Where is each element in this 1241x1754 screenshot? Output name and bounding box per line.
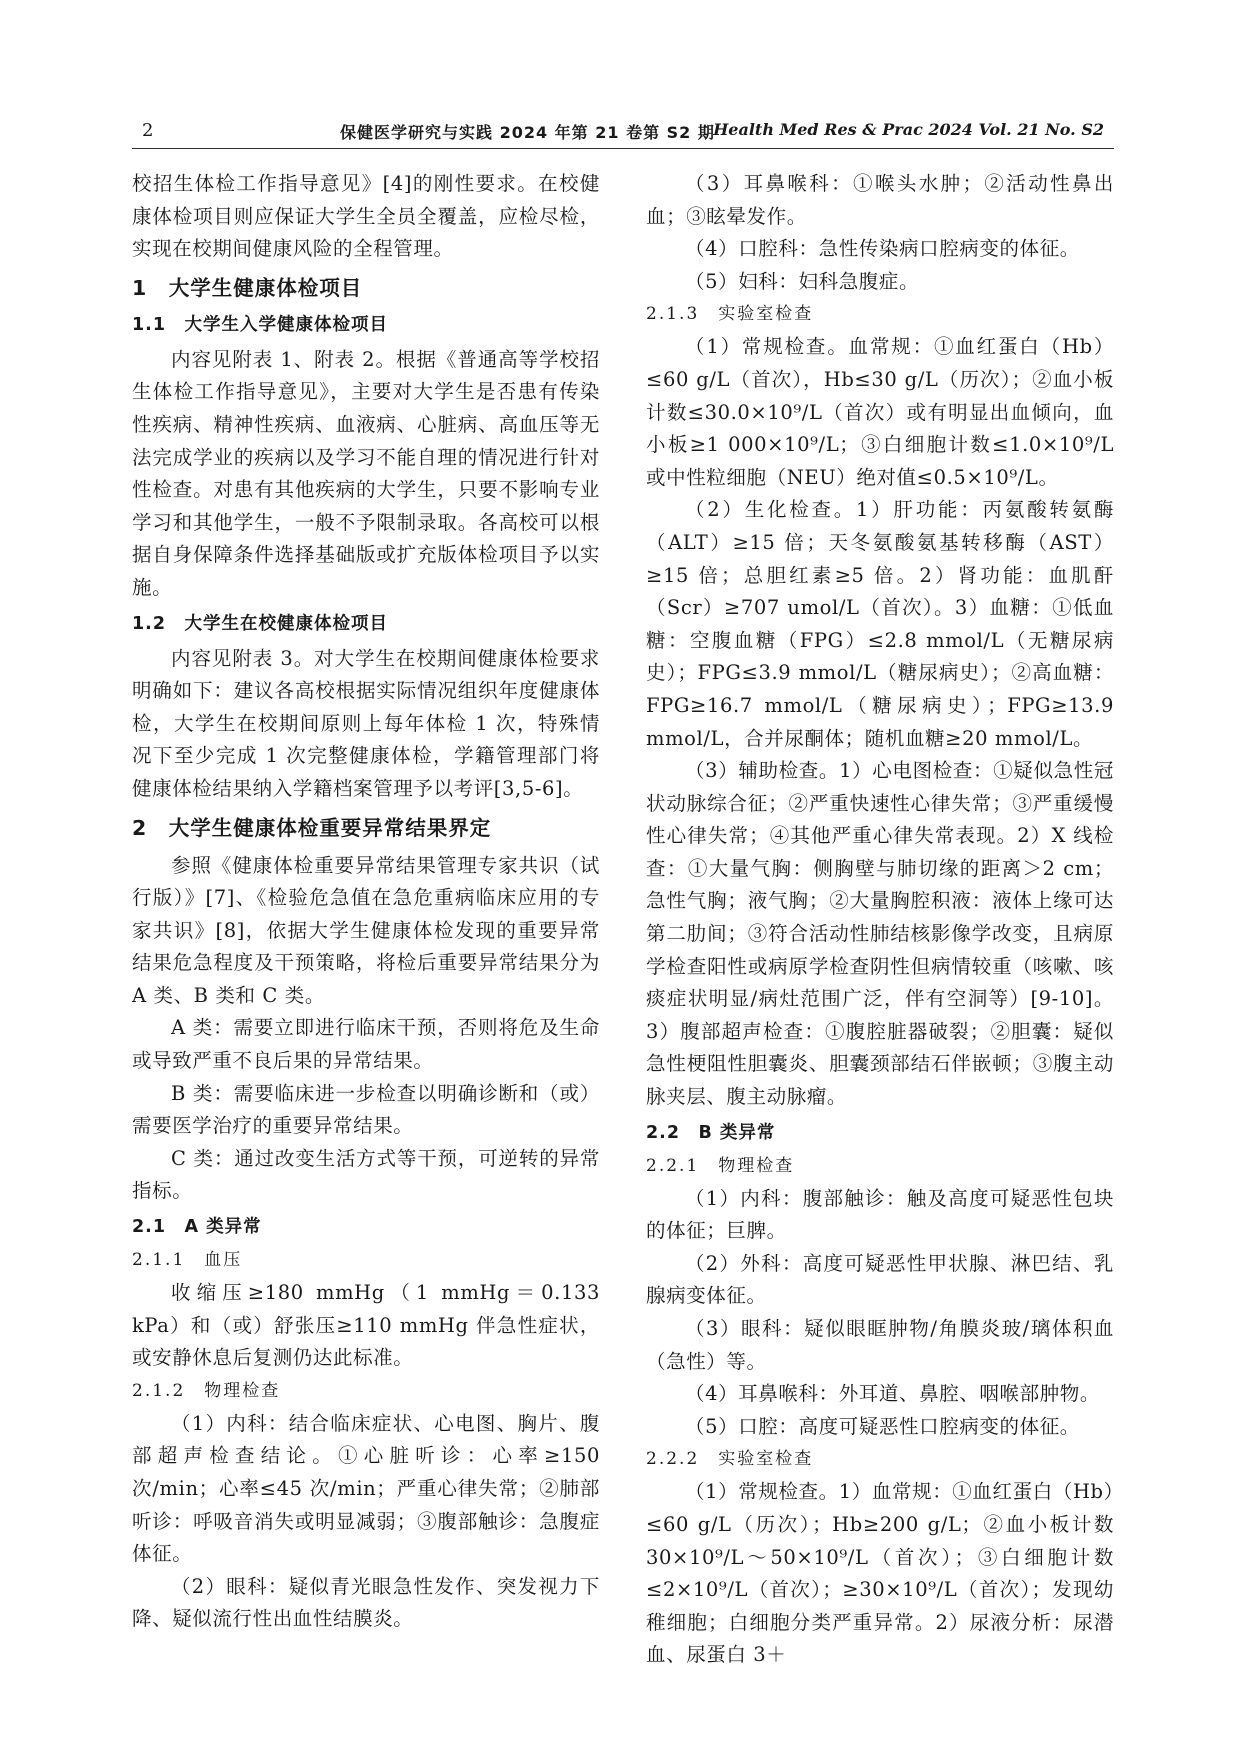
paragraph: （5）妇科：妇科急腹症。 bbox=[685, 269, 920, 293]
paragraph: （1）内科：结合临床症状、心电图、胸片、腹部超声检查结论。①心脏听诊：心率≥150 次/min；心率≤45 次/min；严重心律失常；②肺部听诊：呼吸音消失或明显减弱；③腹部触诊：急腹症体征。 bbox=[132, 1411, 600, 1566]
paragraph: A 类：需要立即进行临床干预，否则将危及生命或导致严重不良后果的异常结果。 bbox=[132, 1016, 600, 1073]
paragraph: （5）口腔：高度可疑恶性口腔病变的体征。 bbox=[685, 1414, 1080, 1438]
journal-title-cn: 保健医学研究与实践 2024 年第 21 卷第 S2 期 bbox=[340, 123, 715, 142]
subsubsection-heading: 2.2.2 实验室检查 bbox=[646, 1449, 814, 1470]
paragraph: 校招生体检工作指导意见》[4]的刚性要求。在校健康体检项目则应保证大学生全员全覆盖，应检尽检，实现在校期间健康风险的全程管理。 bbox=[132, 172, 600, 261]
journal-title-en: Health Med Res & Prac 2024 Vol. 21 No. S2 bbox=[713, 120, 1104, 139]
subsection-heading: 1.2 大学生在校健康体检项目 bbox=[132, 613, 389, 634]
paragraph: （4）口腔科：急性传染病口腔病变的体征。 bbox=[685, 237, 1080, 261]
subsection-heading: 2.1 A 类异常 bbox=[132, 1217, 262, 1238]
section-heading: 1 大学生健康体检项目 bbox=[132, 275, 363, 300]
section-heading: 2 大学生健康体检重要异常结果界定 bbox=[132, 815, 492, 840]
paragraph: 内容见附表 3。对大学生在校期间健康体检要求明确如下：建议各高校根据实际情况组织年度健康体检，大学生在校期间原则上每年体检 1 次，特殊情况下至少完成 1 次完整健康体检，学籍管理部门将健康体检结果纳入学籍档案管理予以考评[3,5-6]。 bbox=[132, 646, 600, 800]
paragraph: （1）常规检查。1）血常规：①血红蛋白（Hb）≤60 g/L（历次）；Hb≥200 g/L；②血小板计数 30×10⁹/L～50×10⁹/L（首次）；③白细胞计数≤2×10⁹/L（首次）；≥30×10⁹/L（首次）；发现幼稚细胞；白细胞分类严重异常。2）尿液分析：尿潜血、尿蛋白 3＋ bbox=[646, 1480, 1114, 1667]
subsubsection-heading: 2.1.3 实验室检查 bbox=[646, 304, 814, 325]
subsubsection-heading: 2.2.1 物理检查 bbox=[646, 1155, 795, 1176]
subsection-heading: 2.2 B 类异常 bbox=[646, 1122, 776, 1143]
paragraph: （4）耳鼻喉科：外耳道、鼻腔、咽喉部肿物。 bbox=[685, 1382, 1101, 1406]
right-column bbox=[646, 168, 1114, 1672]
paragraph: （1）常规检查。血常规：①血红蛋白（Hb）≤60 g/L（首次），Hb≤30 g/L（历次）；②血小板计数≤30.0×10⁹/L（首次）或有明显出血倾向，血小板≥1 000×10⁹/L；③白细胞计数≤1.0×10⁹/L或中性粒细胞（NEU）绝对值≤0.5×10⁹/L。 bbox=[646, 335, 1114, 489]
paragraph: （3）耳鼻喉科：①喉头水肿；②活动性鼻出血；③眩晕发作。 bbox=[646, 172, 1114, 228]
paragraph: 收缩压≥180 mmHg（1 mmHg＝0.133 kPa）和（或）舒张压≥110 mmHg 伴急性症状，或安静休息后复测仍达此标准。 bbox=[132, 1281, 600, 1370]
paragraph: C 类：通过改变生活方式等干预，可逆转的异常指标。 bbox=[132, 1146, 600, 1203]
paragraph: （2）外科：高度可疑恶性甲状腺、淋巴结、乳腺病变体征。 bbox=[646, 1251, 1114, 1308]
paragraph: （3）辅助检查。1）心电图检查：①疑似急性冠状动脉综合征；②严重快速性心律失常；③严重缓慢性心律失常；④其他严重心律失常表现。2）X 线检查：①大量气胸：侧胸壁与肺切缘的距离＞2 cm；急性气胸；液气胸；②大量胸腔积液：液体上缘可达第二肋间；③符合活动性肺结核影像学改变，且病原学检查阳性或病原学检查阴性但病情较重（咳嗽、咳痰症状明显/病灶范围广泛，伴有空洞等）[9-10]。3）腹部超声检查：①腹腔脏器破裂；②胆囊：疑似急性梗阻性胆囊炎、胆囊颈部结石伴嵌顿；③腹主动脉夹层、腹主动脉瘤。 bbox=[646, 759, 1114, 1109]
running-header bbox=[132, 118, 1114, 149]
paragraph: B 类：需要临床进一步检查以明确诊断和（或）需要医学治疗的重要异常结果。 bbox=[132, 1081, 600, 1138]
subsubsection-heading: 2.1.2 物理检查 bbox=[132, 1380, 281, 1401]
paragraph: （2）生化检查。1）肝功能：丙氨酸转氨酶（ALT）≥15 倍；天冬氨酸氨基转移酶（AST）≥15 倍；总胆红素≥5 倍。2）肾功能：血肌酐（Scr）≥707 umol/L（首次）。3）血糖：①低血糖：空腹血糖（FPG）≤2.8 mmol/L（无糖尿病史）；FPG≤3.9 mmol/L（糖尿病史）；②高血糖：FPG≥16.7 mmol/L（糖尿病史）；FPG≥13.9 mmol/L，合并尿酮体；随机血糖≥20 mmol/L。 bbox=[646, 498, 1114, 750]
left-column bbox=[132, 168, 600, 1636]
paragraph: （2）眼科：疑似青光眼急性发作、突发视力下降、疑似流行性出血性结膜炎。 bbox=[132, 1574, 600, 1631]
paragraph: 参照《健康体检重要异常结果管理专家共识（试行版）》[7]、《检验危急值在急危重病临床应用的专家共识》[8]，依据大学生健康体检发现的重要异常结果危急程度及干预策略，将检后重要异常结果分为 A 类、B 类和 C 类。 bbox=[132, 853, 600, 1007]
paragraph: 内容见附表 1、附表 2。根据《普通高等学校招生体检工作指导意见》，主要对大学生是否患有传染性疾病、精神性疾病、血液病、心脏病、高血压等无法完成学业的疾病以及学习不能自理的情况进行针对性检查。对患有其他疾病的大学生，只要不影响专业学习和其他学生，一般不予限制录取。各高校可以根据自身保障条件选择基础版或扩充版体检项目予以实施。 bbox=[132, 347, 600, 599]
paragraph: （1）内科：腹部触诊：触及高度可疑恶性包块的体征；巨脾。 bbox=[646, 1186, 1114, 1243]
page-number: 2 bbox=[142, 120, 154, 141]
subsubsection-heading: 2.1.1 血压 bbox=[132, 1250, 243, 1271]
subsection-heading: 1.1 大学生入学健康体检项目 bbox=[132, 314, 389, 335]
paragraph: （3）眼科：疑似眼眶肿物/角膜炎玻/璃体积血（急性）等。 bbox=[646, 1317, 1114, 1373]
